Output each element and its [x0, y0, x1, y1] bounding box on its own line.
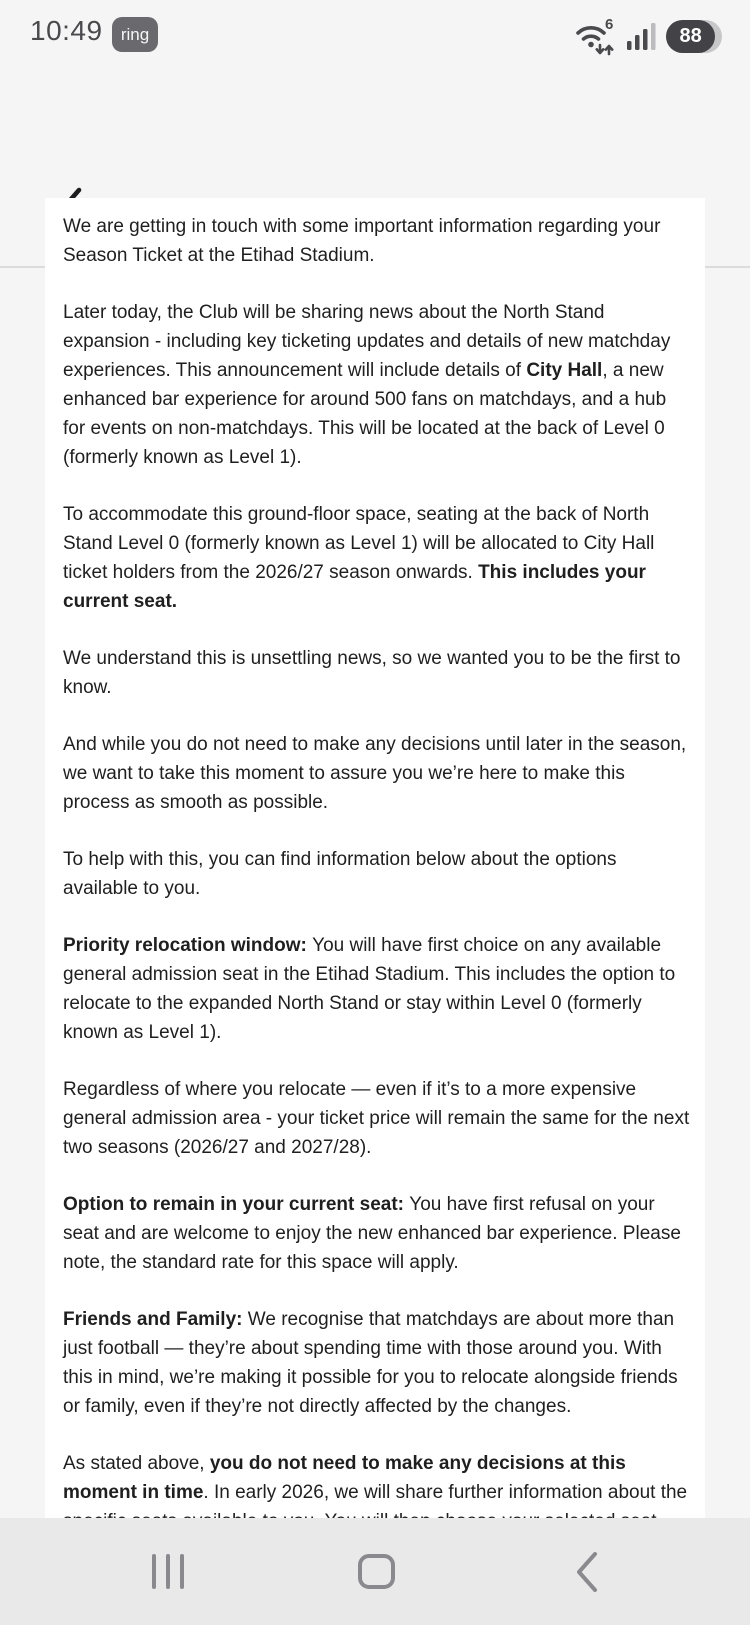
- nav-back-button[interactable]: [537, 1518, 637, 1625]
- battery-percent: 88: [666, 20, 715, 53]
- paragraph: We understand this is unsettling news, so we wanted you to be the first to know.: [63, 648, 681, 698]
- paragraph: Option to remain in your current seat: You have first refusal on your seat and are welcome to enjoy the new enhanced bar experience. Please note, the standard rate for this space will apply.: [63, 1194, 681, 1273]
- status-bar: [0, 0, 750, 70]
- nav-back-icon: [575, 1551, 599, 1593]
- wifi-6-icon: [574, 14, 620, 58]
- home-icon: [358, 1554, 395, 1589]
- paragraph: Priority relocation window: You will have first choice on any available general admission seat in the Etihad Stadium. This includes the option to relocate to the expanded North Stand or stay within Level 0 (formerly known as Level 1).: [63, 935, 676, 1043]
- carrier-badge: ring: [112, 17, 158, 52]
- android-navigation-bar: [0, 1518, 750, 1625]
- paragraph: We are getting in touch with some important information regarding your Season Ticket at the Etihad Stadium.: [63, 216, 661, 266]
- clock: 10:49: [30, 15, 103, 46]
- paragraph: As stated above, you do not need to make any decisions at this moment in time. In early 2026, we will share further information about the: [63, 1453, 688, 1503]
- status-icons: [574, 14, 722, 58]
- paragraph: To accommodate this ground-floor space, seating at the back of North Stand Level 0 (formerly known as Level 1) will be allocated to City Hall ticket holders from the 2026/27 season onwards. This includes your current seat.: [63, 504, 655, 612]
- battery-icon: [666, 20, 722, 53]
- recents-icon: [152, 1554, 184, 1589]
- recents-button[interactable]: [118, 1518, 218, 1625]
- paragraph: Friends and Family: We recognise that matchdays are about more than just football — they’re about spending time with those around you. With this in mind, we’re making it possible for you to relocate alongside friends or family, even if they’re not directly affected by the changes.: [63, 1309, 678, 1417]
- home-button[interactable]: [326, 1518, 426, 1625]
- email-body[interactable]: [45, 198, 705, 1518]
- wifi-standard-label: 6: [605, 16, 614, 33]
- signal-strength-icon: [627, 19, 659, 53]
- paragraph: To help with this, you can find information below about the options available to you.: [63, 849, 617, 899]
- paragraph: Later today, the Club will be sharing news about the North Stand expansion - including key ticketing updates and details of new matchday experiences. This announcement will include details of City Hall, a new enhanced bar experience for around 500 fans on matchdays, and a hub for events on non-matchdays. This will be located at the back of Level 0 (formerly known as Level 1).: [63, 302, 671, 468]
- paragraph: Regardless of where you relocate — even if it’s to a more expensive general admission area - your ticket price will remain the same for the next two seasons (2026/27 and 2027/28).: [63, 1079, 690, 1158]
- email-toolbar: [0, 70, 750, 196]
- paragraph: And while you do not need to make any decisions until later in the season, we want to take this moment to assure you we’re here to make this process as smooth as possible.: [63, 734, 687, 813]
